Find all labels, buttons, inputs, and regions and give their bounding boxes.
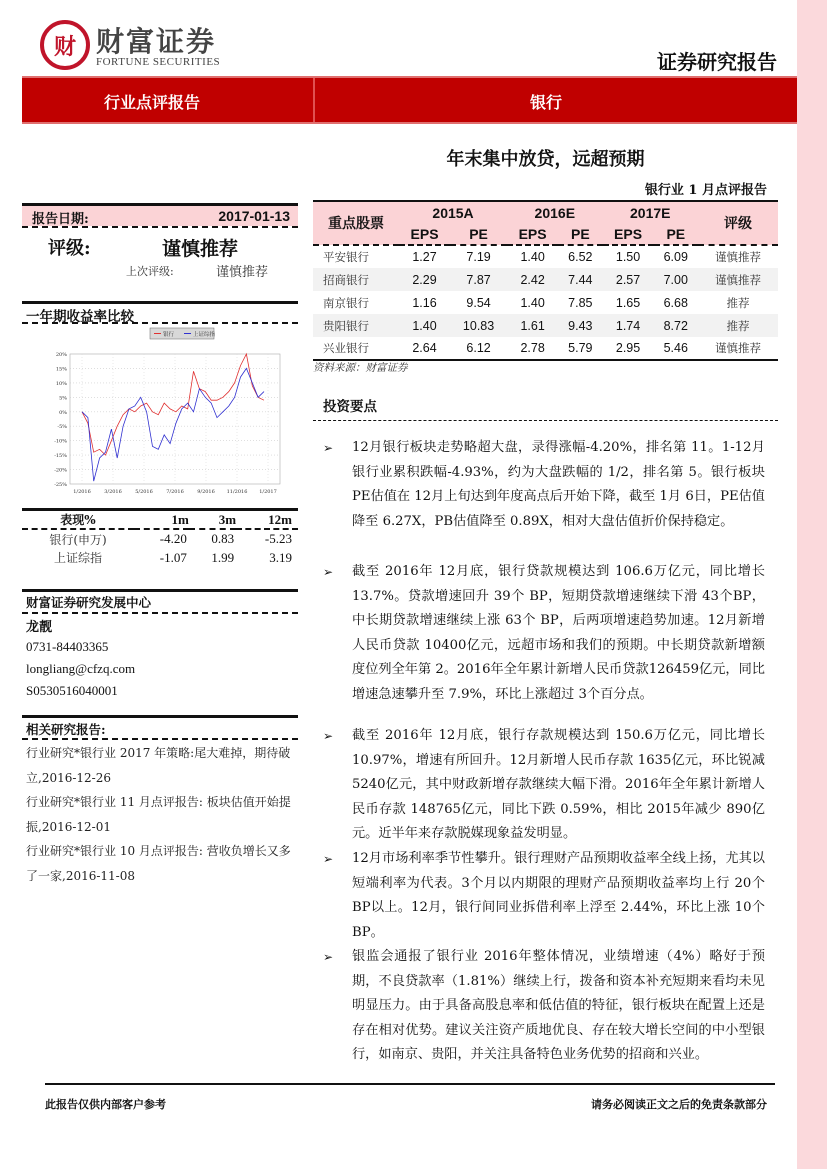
stock-name: 贵阳银行 <box>313 314 399 337</box>
stock-metric: 6.68 <box>663 295 688 310</box>
point-text: 12月银行板块走势略超大盘，录得涨幅-4.20%，排名第 11。1-12月银行业累积跌幅-4.93%，约为大盘跌幅的 1/2，排名第 5。银行板块PE估值在 12月上旬达到年度高点后开始下降，截至 1月 6日，PE估值降至 6.27X，PB估值降至 0.89X，相对大盘估值折价保持稳定。 <box>352 440 765 529</box>
bullet-arrow-icon: ➢ <box>323 950 334 964</box>
x-tick-label: 9/2016 <box>197 489 215 495</box>
stock-metric: 8.72 <box>654 314 698 337</box>
key-stocks-table <box>313 200 778 361</box>
stock-metric: 7.85 <box>568 295 593 310</box>
y-tick-label: -20% <box>54 467 67 474</box>
cell: -5.23 <box>264 531 292 546</box>
stock-metric: 1.50 <box>615 250 641 264</box>
stock-rating: 谨慎推荐 <box>715 250 761 264</box>
y-tick-label: 10% <box>55 380 67 387</box>
stock-name: 招商银行 <box>313 268 399 291</box>
table-row <box>22 548 298 567</box>
rating-value: 谨慎推荐 <box>162 238 239 260</box>
stock-metric: 7.44 <box>558 268 602 291</box>
stock-metric: 1.40 <box>399 314 450 337</box>
footer-note: 此报告仅供内部客户参考 <box>45 1098 166 1111</box>
stock-metric: 7.87 <box>450 268 507 291</box>
performance-header: 12m <box>268 511 292 527</box>
investment-point <box>323 945 765 1068</box>
stock-metric: 1.74 <box>603 314 654 337</box>
logo-glyph: 财 <box>53 33 76 60</box>
research-center: 财富证券研究发展中心 <box>26 595 152 610</box>
legend-label: 银行 <box>163 332 175 338</box>
legend-label: 上证综指 <box>193 332 216 338</box>
stock-name: 平安银行 <box>323 250 369 264</box>
brand-name-cn: 财富证券 <box>96 25 217 58</box>
stock-rating: 推荐 <box>698 314 778 337</box>
stock-header: 重点股票 <box>313 201 399 245</box>
previous-rating-value: 谨慎推荐 <box>216 265 269 280</box>
report-title: 年末集中放贷，远超预期 <box>446 149 645 170</box>
bullet-arrow-icon: ➢ <box>323 565 334 579</box>
x-tick-label: 1/2017 <box>259 489 277 495</box>
stock-metric: 1.65 <box>615 295 641 310</box>
divider <box>313 420 778 421</box>
document-type: 证券研究报告 <box>657 50 777 74</box>
stock-name: 兴业银行 <box>323 341 369 355</box>
pe-header: PE <box>558 223 602 245</box>
performance-header: 3m <box>218 511 237 527</box>
stock-metric: 6.09 <box>663 250 688 264</box>
related-reports-title: 相关研究报告: <box>26 722 106 737</box>
report-date-row <box>22 206 298 226</box>
band-divider <box>313 78 315 122</box>
stock-metric: 1.16 <box>412 295 437 310</box>
table-row <box>313 268 778 291</box>
performance-header: 表现% <box>60 513 96 527</box>
footer-divider <box>45 1083 775 1085</box>
divider <box>22 226 298 228</box>
x-tick-label: 11/2016 <box>226 489 248 495</box>
stock-metric: 5.79 <box>568 341 593 355</box>
cell: -4.20 <box>159 531 187 546</box>
stock-metric: 2.78 <box>520 341 545 355</box>
rating-header: 评级 <box>698 201 778 245</box>
y-tick-label: -5% <box>57 424 67 431</box>
header-band <box>22 76 797 124</box>
table-row <box>313 314 778 337</box>
cell: -1.07 <box>159 549 187 565</box>
investment-point <box>323 560 765 708</box>
row-label: 银行(申万) <box>49 532 107 547</box>
eps-header: EPS <box>507 223 558 245</box>
stock-metric: 1.27 <box>412 250 437 264</box>
stock-metric: 10.83 <box>450 314 507 337</box>
report-date-label: 报告日期: <box>32 212 89 227</box>
stock-metric: 1.61 <box>507 314 558 337</box>
stock-metric: 1.40 <box>520 295 545 310</box>
table-source: 资料来源：财富证券 <box>313 362 408 374</box>
analyst-email[interactable]: longliang@cfzq.com <box>26 661 136 676</box>
chart-section-title: 一年期收益率比较 <box>26 309 134 325</box>
divider <box>22 715 298 718</box>
y-tick-label: 15% <box>55 366 67 373</box>
stock-metric: 2.42 <box>507 268 558 291</box>
divider <box>22 738 298 740</box>
related-report-link[interactable]: 行业研究*银行业 11 月点评报告: 板块估值开始提振,2016-12-01 <box>26 795 291 834</box>
y-tick-label: -15% <box>54 453 67 460</box>
return-comparison-chart <box>22 324 298 499</box>
point-text: 截至 2016年 12月底，银行存款规模达到 150.6万亿元，同比增长 10.97%，增速有所回升。12月新增人民币存款 1635亿元，环比锐减 5240亿元，其中财政新增存款继续大幅下滑。2016年全年累计新增人民币存款 148765亿元，同比下跌 0.59%，相比 2015年减少 890亿元。近半年来存款脱媒现象益发明显。 <box>352 728 765 842</box>
stock-rating: 推荐 <box>726 295 750 310</box>
y-tick-label: 5% <box>59 395 67 402</box>
year-header: 2017E <box>603 201 698 223</box>
table-row <box>313 291 778 314</box>
stock-metric: 1.40 <box>520 250 545 264</box>
footer-disclaimer: 请务必阅读正文之后的免责条款部分 <box>591 1098 767 1111</box>
stock-metric: 9.54 <box>466 295 491 310</box>
bullet-arrow-icon: ➢ <box>323 852 334 866</box>
point-text: 截至 2016年 12月底，银行贷款规模达到 106.6万亿元，同比增长 13.7%。贷款增速回升 39个 BP，短期贷款增速继续下滑 43个BP，中长期贷款增速继续上涨 63个 BP，后两项增速趋势加速。12月新增人民币贷款 10400亿元，远超市场和我们的预期。中长期贷款新增额度位列全年第 2。2016年全年累计新增人民币贷款126459亿元，同比增速急速攀升至 7.9%，环比上涨超过 3个百分点。 <box>352 564 765 702</box>
company-logo <box>40 20 90 70</box>
analyst-phone: 0731-84403365 <box>26 639 109 654</box>
stock-rating: 谨慎推荐 <box>715 341 761 355</box>
x-tick-label: 5/2016 <box>135 489 153 495</box>
related-reports-list <box>26 741 294 888</box>
page-side-strip <box>797 0 827 1169</box>
stock-metric: 5.46 <box>663 341 688 355</box>
divider <box>22 301 298 304</box>
brand-name-en: FORTUNE SECURITIES <box>96 56 221 68</box>
stock-rating: 谨慎推荐 <box>698 268 778 291</box>
pe-header: PE <box>450 223 507 245</box>
analyst-license: S0530516040001 <box>26 683 118 698</box>
stock-metric: 6.12 <box>466 341 491 355</box>
investment-point <box>323 847 765 945</box>
investment-point <box>323 724 765 847</box>
stock-metric: 6.52 <box>568 250 593 264</box>
stock-metric: 2.64 <box>412 341 437 355</box>
point-text: 12月市场利率季节性攀升。银行理财产品预期收益率全线上扬，尤其以短端利率为代表。3个月以内期限的理财产品预期收益率均上行 20个 BP以上。12月，银行间同业拆借利率上浮至 2.44%，环比上涨 10个 BP。 <box>352 851 765 940</box>
eps-header: EPS <box>603 223 654 245</box>
stock-metric: 2.57 <box>603 268 654 291</box>
table-row <box>313 337 778 360</box>
year-header: 2015A <box>399 201 507 223</box>
analyst-name: 龙靓 <box>26 620 53 635</box>
stock-metric: 9.43 <box>558 314 602 337</box>
investment-points-title: 投资要点 <box>323 399 377 415</box>
y-tick-label: -10% <box>54 438 67 445</box>
stock-metric: 7.19 <box>466 250 491 264</box>
x-tick-label: 1/2016 <box>73 489 91 495</box>
row-label: 上证综指 <box>53 551 102 565</box>
cell: 0.83 <box>211 531 235 546</box>
performance-header: 1m <box>171 511 189 527</box>
cell: 3.19 <box>269 549 292 565</box>
pe-header: PE <box>654 223 698 245</box>
stock-metric: 2.29 <box>399 268 450 291</box>
table-row <box>22 529 298 548</box>
industry-label: 银行 <box>530 93 563 112</box>
report-date: 2017-01-13 <box>218 208 290 224</box>
related-report-link[interactable]: 行业研究*银行业 2017 年策略:尾大难掉，期待破立,2016-12-26 <box>26 746 291 785</box>
stock-metric: 7.00 <box>654 268 698 291</box>
x-tick-label: 3/2016 <box>104 489 122 495</box>
bullet-arrow-icon: ➢ <box>323 441 334 455</box>
stock-name: 南京银行 <box>323 295 369 310</box>
divider <box>22 612 298 614</box>
table-row <box>313 245 778 268</box>
x-tick-label: 7/2016 <box>166 489 184 495</box>
stock-metric: 2.95 <box>615 341 641 355</box>
divider <box>22 589 298 592</box>
y-tick-label: 20% <box>55 352 67 358</box>
cell: 1.99 <box>211 549 235 565</box>
related-report-link[interactable]: 行业研究*银行业 10 月点评报告: 营收负增长又多了一家,2016-11-08 <box>26 844 291 883</box>
year-header: 2016E <box>507 201 602 223</box>
report-category: 行业点评报告 <box>104 93 201 112</box>
eps-header: EPS <box>399 223 450 245</box>
report-subtitle: 银行业 1 月点评报告 <box>644 183 767 198</box>
previous-rating-label: 上次评级: <box>126 265 174 278</box>
investment-point <box>323 436 765 534</box>
bullet-arrow-icon: ➢ <box>323 729 334 743</box>
performance-table <box>22 511 298 567</box>
y-tick-label: 0% <box>59 409 67 416</box>
rating-label: 评级: <box>48 238 91 259</box>
y-tick-label: -25% <box>54 482 67 488</box>
point-text: 银监会通报了银行业 2016年整体情况，业绩增速（4%）略好于预期，不良贷款率（1.81%）继续上行，拨备和资本补充短期来看均未见明显压力。由于具备高股息率和低估值的特征，银行板块在配置上还是存在相对优势。建议关注资产质地优良、存在较大增长空间的中小型银行，如南京、贵阳，并关注具备特色业务优势的招商和兴业。 <box>352 949 765 1063</box>
